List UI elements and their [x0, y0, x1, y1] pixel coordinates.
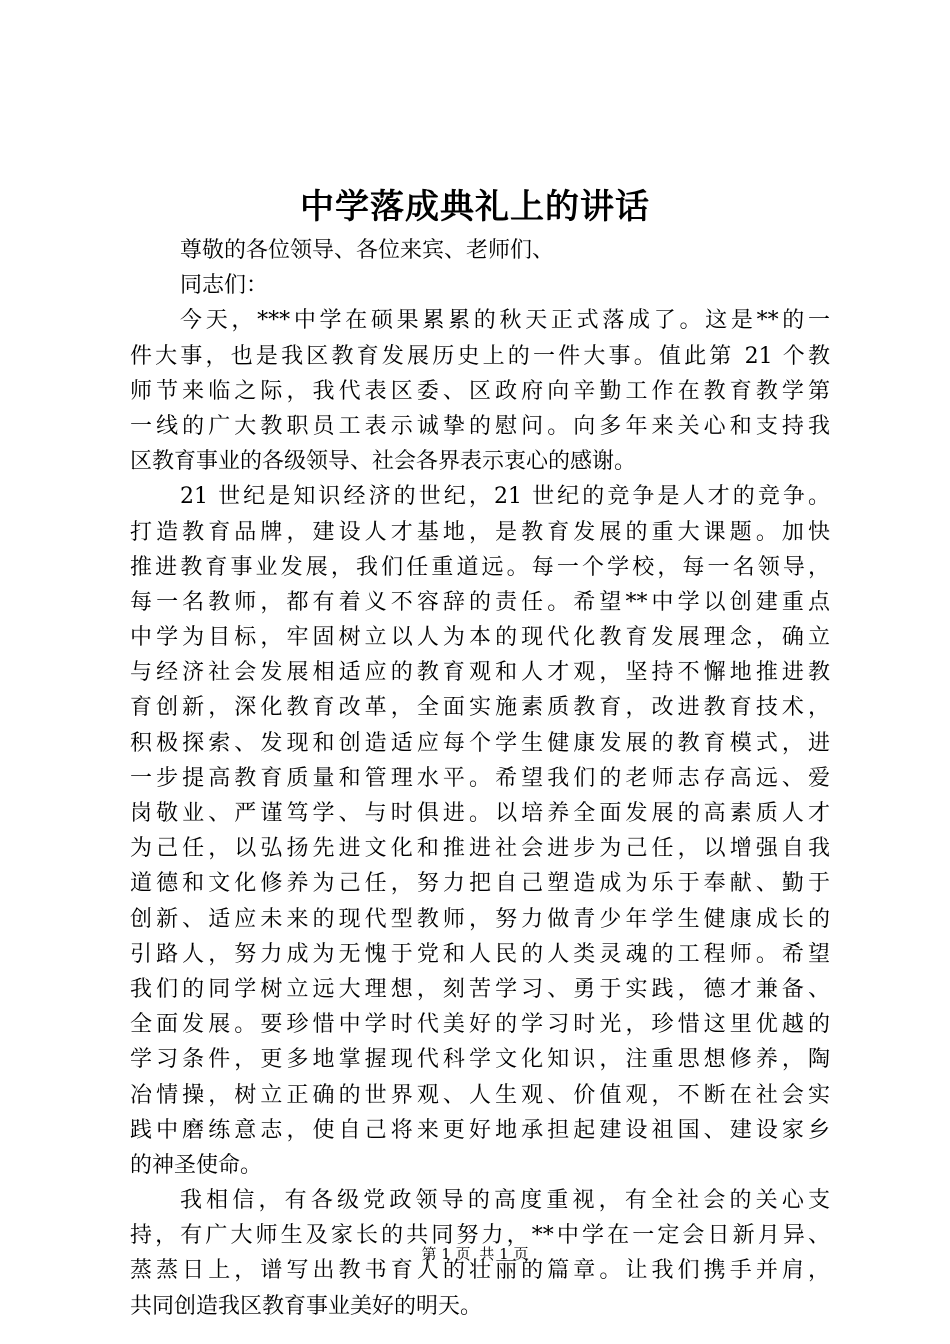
paragraph-2-line: 21 世纪是知识经济的世纪，21 世纪的竞争是人才的竞争。	[180, 484, 830, 510]
document-title: 中学落成典礼上的讲话	[300, 187, 650, 227]
paragraph-2-line: 全面发展。要珍惜中学时代美好的学习时光，珍惜这里优越的	[130, 1012, 830, 1038]
salutation-line: 尊敬的各位领导、各位来宾、老师们、	[180, 238, 555, 263]
salutation-line: 同志们：	[180, 273, 269, 299]
paragraph-2-line: 学习条件，更多地掌握现代科学文化知识，注重思想修养，陶	[130, 1047, 830, 1073]
paragraph-2-line: 中学为目标，牢固树立以人为本的现代化教育发展理念，确立	[130, 625, 830, 651]
paragraph-2-line: 岗敬业、严谨笃学、与时俱进。以培养全面发展的高素质人才	[130, 801, 830, 826]
paragraph-2-line: 育创新，深化教育改革，全面实施素质教育，改进教育技术，	[130, 695, 830, 721]
paragraph-2-line: 冶情操，树立正确的世界观、人生观、价值观，不断在社会实	[130, 1082, 830, 1108]
paragraph-2-line: 的神圣使命。	[130, 1152, 263, 1178]
paragraph-3-line: 持，有广大师生及家长的共同努力，**中学在一定会日新月异、	[130, 1223, 830, 1249]
paragraph-2-line: 每一名教师，都有着义不容辞的责任。希望**中学以创建重点	[130, 589, 830, 615]
page-number: 第 1 页	[421, 1245, 471, 1263]
paragraph-3-line: 共同创造我区教育事业美好的明天。	[130, 1293, 483, 1319]
paragraph-2-line: 引路人，努力成为无愧于党和人民的人类灵魂的工程师。希望	[130, 941, 830, 967]
paragraph-2-line: 推进教育事业发展，我们任重道远。每一个学校，每一名领导，	[130, 554, 830, 580]
paragraph-2-line: 践中磨练意志，使自己将来更好地承担起建设祖国、建设家乡	[130, 1117, 830, 1143]
paragraph-2-line: 一步提高教育质量和管理水平。希望我们的老师志存高远、爱	[130, 765, 830, 791]
paragraph-2-line: 积极探索、发现和创造适应每个学生健康发展的教育模式，进	[130, 730, 830, 756]
paragraph-2-line: 创新、适应未来的现代型教师，努力做青少年学生健康成长的	[130, 906, 830, 932]
document-body	[130, 233, 830, 1324]
paragraph-3-line: 蒸蒸日上，谱写出教书育人的壮丽的篇章。让我们携手并肩，	[130, 1258, 830, 1284]
paragraph-1-line: 件大事，也是我区教育发展历史上的一件大事。值此第 21 个教	[130, 343, 830, 369]
paragraph-3-line: 我相信，有各级党政领导的高度重视，有全社会的关心支	[180, 1188, 830, 1214]
paragraph-1-line: 区教育事业的各级领导、社会各界表示衷心的感谢。	[130, 449, 637, 475]
paragraph-1-line: 师节来临之际，我代表区委、区政府向辛勤工作在教育教学第	[130, 378, 830, 404]
paragraph-2-line: 打造教育品牌，建设人才基地，是教育发展的重大课题。加快	[130, 519, 830, 545]
page-total: 共 1 页	[479, 1245, 529, 1263]
paragraph-2-line: 道德和文化修养为己任，努力把自己塑造成为乐于奉献、勤于	[130, 871, 830, 897]
page-footer	[0, 1243, 950, 1265]
paragraph-2-line: 与经济社会发展相适应的教育观和人才观，坚持不懈地推进教	[130, 660, 830, 686]
paragraph-1-line: 今天，***中学在硕果累累的秋天正式落成了。这是**的一	[180, 308, 830, 334]
paragraph-1-line: 一线的广大教职员工表示诚挚的慰问。向多年来关心和支持我	[130, 413, 830, 439]
paragraph-2-line: 我们的同学树立远大理想，刻苦学习、勇于实践，德才兼备、	[130, 976, 830, 1002]
paragraph-2-line: 为己任，以弘扬先进文化和推进社会进步为己任，以增强自我	[130, 836, 830, 862]
